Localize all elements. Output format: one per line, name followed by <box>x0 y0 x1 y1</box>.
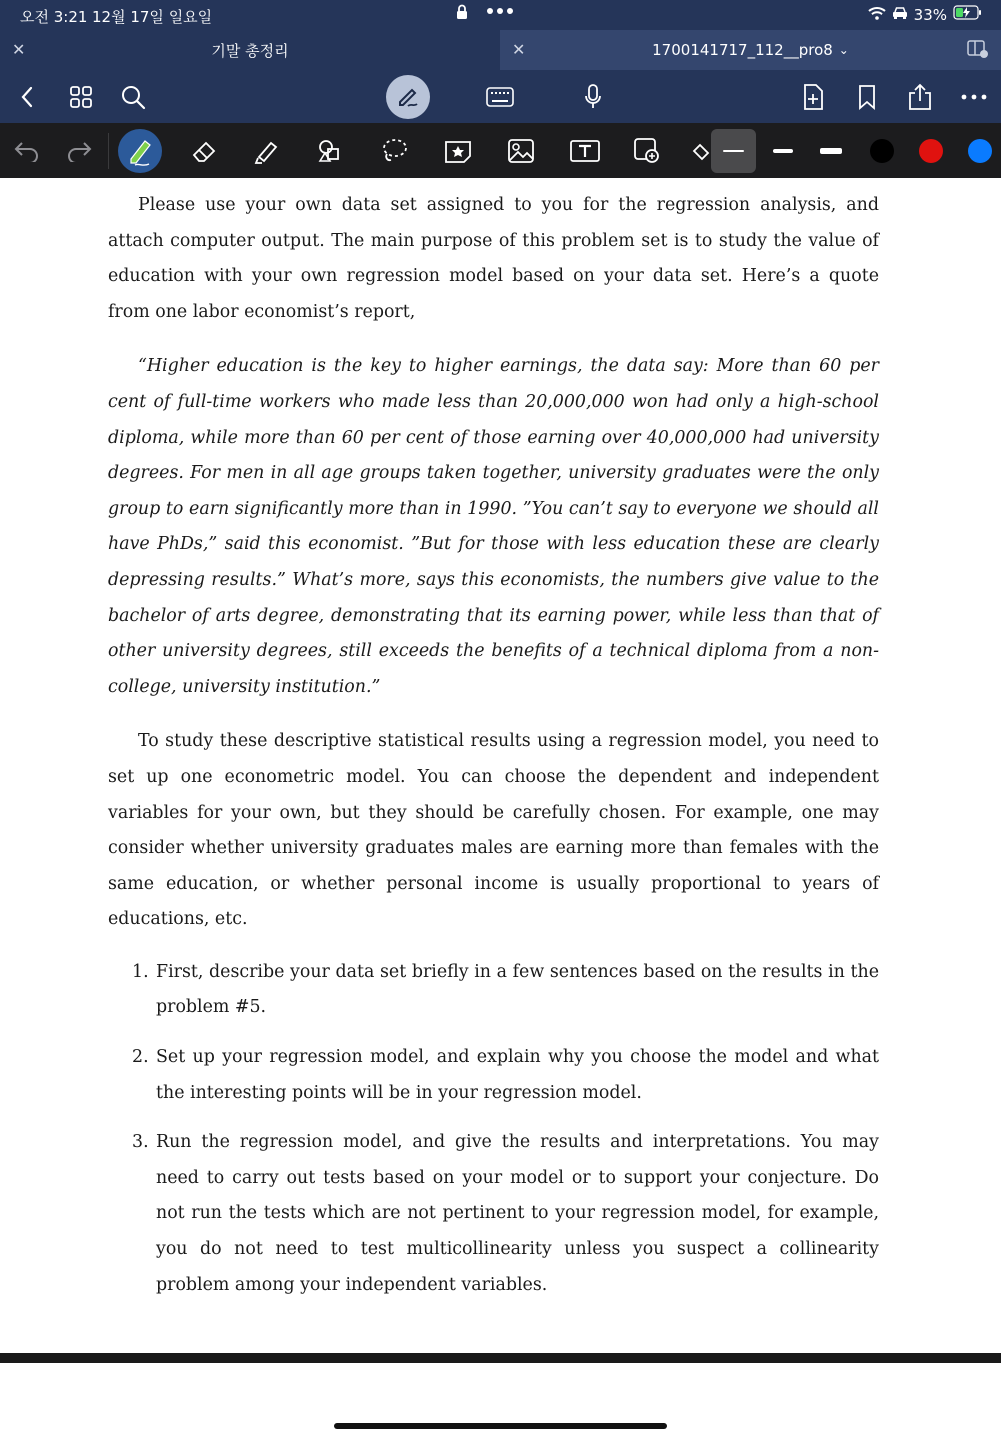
text-box-icon[interactable] <box>568 134 602 168</box>
status-bar <box>0 0 1001 30</box>
bookmark-icon[interactable] <box>852 82 882 112</box>
model-paragraph: To study these descriptive statistical results using a regression model, you need to set up one econometric model. You can choose the dependent and independent variables for your own, but they should be carefully chosen. For example, one may consider whether university graduates males are earning more than females with the same education, or whether personal income is usually proportional to years of educations, etc. <box>108 731 879 930</box>
drawing-toolbar <box>0 123 1001 178</box>
battery-charging-icon <box>953 5 983 24</box>
split-view-icon[interactable] <box>967 40 989 62</box>
close-tab-icon[interactable]: ✕ <box>12 40 26 59</box>
list-item-number: 1. <box>132 961 149 982</box>
handwriting-mode-button[interactable] <box>386 75 430 119</box>
eraser-icon[interactable] <box>187 134 221 168</box>
tab-2[interactable] <box>500 30 1001 70</box>
highlighter-icon[interactable] <box>250 134 284 168</box>
lock-icon <box>456 4 468 24</box>
status-right <box>868 5 983 24</box>
app-header <box>0 0 1001 123</box>
medium-stroke-icon[interactable] <box>773 149 793 153</box>
microphone-icon[interactable] <box>578 82 608 112</box>
toolbar-divider <box>108 133 109 169</box>
color-swatch-red[interactable] <box>919 139 943 163</box>
image-icon[interactable] <box>504 134 538 168</box>
intro-paragraph: Please use your own data set assigned to you for the regression analysis, and attach computer output. The main purpose of this problem set is to study the value of education with your own regression model based on your data set. Here’s a quote from one labor economist’s report, <box>108 195 879 322</box>
economist-quote: “Higher education is the key to higher earnings, the data say: More than 60 per cent of full-time workers who made less than 20,000,000 won had only a high-school diploma, while more than 60 per cent of those earning over 40,000,000 had university degrees. For men in all age groups taken together, university graduates were the only group to earn significantly more than in 1990. ”You can’t say to everyone we should all have PhDs,” said this economist. ”But for those with less education these are clearly depressing results.” What’s more, says this economists, the numbers give value to the bachelor of arts degree, demonstrating that its earning power, while less than that of other university degrees, still exceeds the benefits of a technical diploma from a non-college, university institution.” <box>108 356 879 697</box>
laser-pointer-icon[interactable] <box>688 134 710 168</box>
color-swatch-black[interactable] <box>870 139 894 163</box>
thin-stroke-icon <box>723 150 744 152</box>
list-item-number: 3. <box>132 1132 149 1153</box>
list-item <box>108 1125 879 1303</box>
lasso-icon[interactable] <box>377 134 411 168</box>
list-item <box>108 1040 879 1111</box>
document-tabs <box>0 30 1001 70</box>
battery-percent: 33% <box>913 5 947 24</box>
list-item-text: Run the regression model, and give the results and interpretations. You may need to carry out tests based on your model or to support your conjecture. Do not run the tests which are not pertinent to your regression model, for example, you do not need to test multicollinearity unless you suspect a collinearity problem among your independent variables. <box>156 1132 879 1295</box>
camera-scan-icon[interactable] <box>631 134 665 168</box>
back-icon[interactable] <box>12 82 42 112</box>
task-list <box>108 955 879 1303</box>
tab-1-title: 기말 총정리 <box>211 41 289 60</box>
navigation-bar <box>0 70 1001 123</box>
list-item-text: First, describe your data set briefly in a few sentences based on the results in the problem #5. <box>156 961 879 1018</box>
status-date: 12월 17일 일요일 <box>92 8 213 26</box>
pen-icon[interactable] <box>123 134 157 168</box>
undo-icon[interactable] <box>10 134 44 168</box>
car-mode-icon <box>892 6 908 24</box>
add-page-icon[interactable] <box>798 82 828 112</box>
sticker-icon[interactable] <box>441 134 475 168</box>
search-icon[interactable] <box>118 82 148 112</box>
chevron-down-icon[interactable]: ⌄ <box>838 43 849 57</box>
home-indicator[interactable] <box>334 1423 667 1429</box>
grid-view-icon[interactable] <box>66 82 96 112</box>
redo-icon[interactable] <box>62 134 96 168</box>
list-item-text: Set up your regression model, and explain why you choose the model and what the interesting points will be in your regression model. <box>156 1047 879 1103</box>
color-swatch-blue[interactable] <box>968 139 992 163</box>
close-tab-icon[interactable]: ✕ <box>512 40 526 59</box>
thick-stroke-icon[interactable] <box>820 148 842 154</box>
status-time: 오전 3:21 <box>20 8 88 26</box>
tab-2-title: 1700141717_112__pro8 <box>652 41 833 59</box>
tab-1[interactable] <box>0 30 500 70</box>
list-item <box>108 955 879 1026</box>
shapes-icon[interactable] <box>314 134 348 168</box>
page-divider <box>0 1353 1001 1363</box>
share-icon[interactable] <box>905 82 935 112</box>
multitasking-dots-icon[interactable] <box>487 8 513 14</box>
wifi-icon <box>868 6 886 24</box>
list-item-number: 2. <box>132 1047 149 1068</box>
keyboard-icon[interactable] <box>485 82 515 112</box>
document-page <box>108 188 879 1317</box>
more-options-icon[interactable] <box>959 82 989 112</box>
